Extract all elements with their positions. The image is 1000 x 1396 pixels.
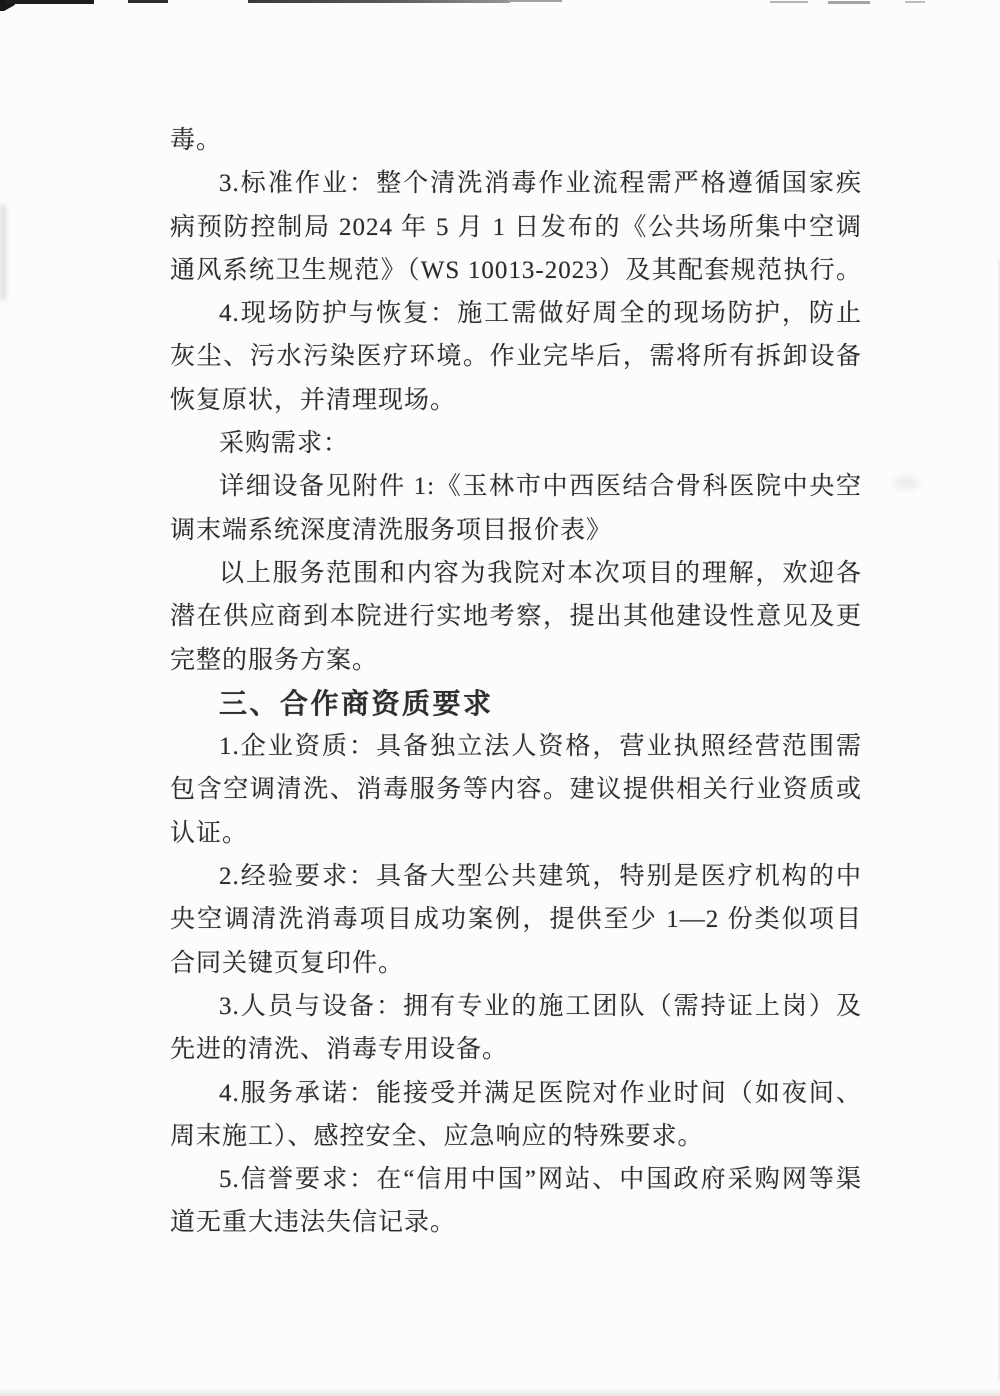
- text-line: 灰尘、污水污染医疗环境。作业完毕后，需将所有拆卸设备: [170, 343, 862, 371]
- text-line: 调末端系统深度清洗服务项目报价表》: [170, 516, 613, 544]
- text-line: 包含空调清洗、消毒服务等内容。建议提供相关行业资质或: [170, 776, 862, 804]
- text-line: 病预防控制局 2024 年 5 月 1 日发布的《公共场所集中空调: [170, 213, 862, 241]
- text-line: 道无重大违法失信记录。: [170, 1209, 457, 1237]
- text-line: 认证。: [170, 819, 249, 847]
- scan-artifact-top-edge-line: [6, 0, 94, 4]
- scan-artifact-top-edge-line: [248, 0, 510, 3]
- text-line: 央空调清洗消毒项目成功案例，提供至少 1—2 份类似项目: [170, 906, 862, 934]
- text-line: 详细设备见附件 1:《玉林市中西医结合骨科医院中央空: [219, 473, 862, 501]
- text-line: 3.人员与设备：拥有专业的施工团队（需持证上岗）及: [219, 992, 862, 1020]
- scan-artifact-top-edge-line: [828, 1, 870, 4]
- text-line: 毒。: [170, 127, 223, 154]
- text-line: 3.标准作业：整个清洗消毒作业流程需严格遵循国家疾: [219, 170, 862, 198]
- text-line: 合同关键页复印件。: [170, 949, 405, 977]
- text-line: 以上服务范围和内容为我院对本次项目的理解，欢迎各: [219, 559, 862, 587]
- text-line: 采购需求：: [219, 430, 350, 458]
- text-line: 先进的清洗、消毒专用设备。: [170, 1036, 509, 1064]
- scan-artifact-left-edge: [0, 205, 6, 300]
- scan-artifact-smudge: [893, 476, 919, 490]
- text-line: 恢复原状，并清理现场。: [170, 386, 457, 414]
- scan-artifact-top-edge-line: [508, 0, 562, 2]
- scan-artifact-bottom-edge: [0, 1389, 1000, 1396]
- text-line: 通风系统卫生规范》（WS 10013-2023）及其配套规范执行。: [170, 256, 862, 284]
- scan-artifact-top-edge-line: [770, 1, 808, 3]
- text-line: 2.经验要求：具备大型公共建筑，特别是医疗机构的中: [219, 863, 862, 891]
- text-line: 1.企业资质：具备独立法人资格，营业执照经营范围需: [219, 733, 862, 761]
- text-line: 潜在供应商到本院进行实地考察，提出其他建设性意见及更: [170, 603, 862, 631]
- text-line: 周末施工）、感控安全、应急响应的特殊要求。: [170, 1122, 704, 1150]
- section-heading: 三、合作商资质要求: [219, 687, 494, 719]
- text-line: 4.现场防护与恢复：施工需做好周全的现场防护，防止: [219, 300, 862, 328]
- text-line: 完整的服务方案。: [170, 646, 379, 674]
- scan-artifact-top-edge-line: [905, 1, 925, 3]
- scan-artifact-top-edge-line: [128, 0, 168, 3]
- document-text-block: [170, 119, 862, 1245]
- text-line: 4.服务承诺：能接受并满足医院对作业时间（如夜间、: [219, 1079, 862, 1107]
- text-line: 5.信誉要求：在“信用中国”网站、中国政府采购网等渠: [219, 1166, 862, 1194]
